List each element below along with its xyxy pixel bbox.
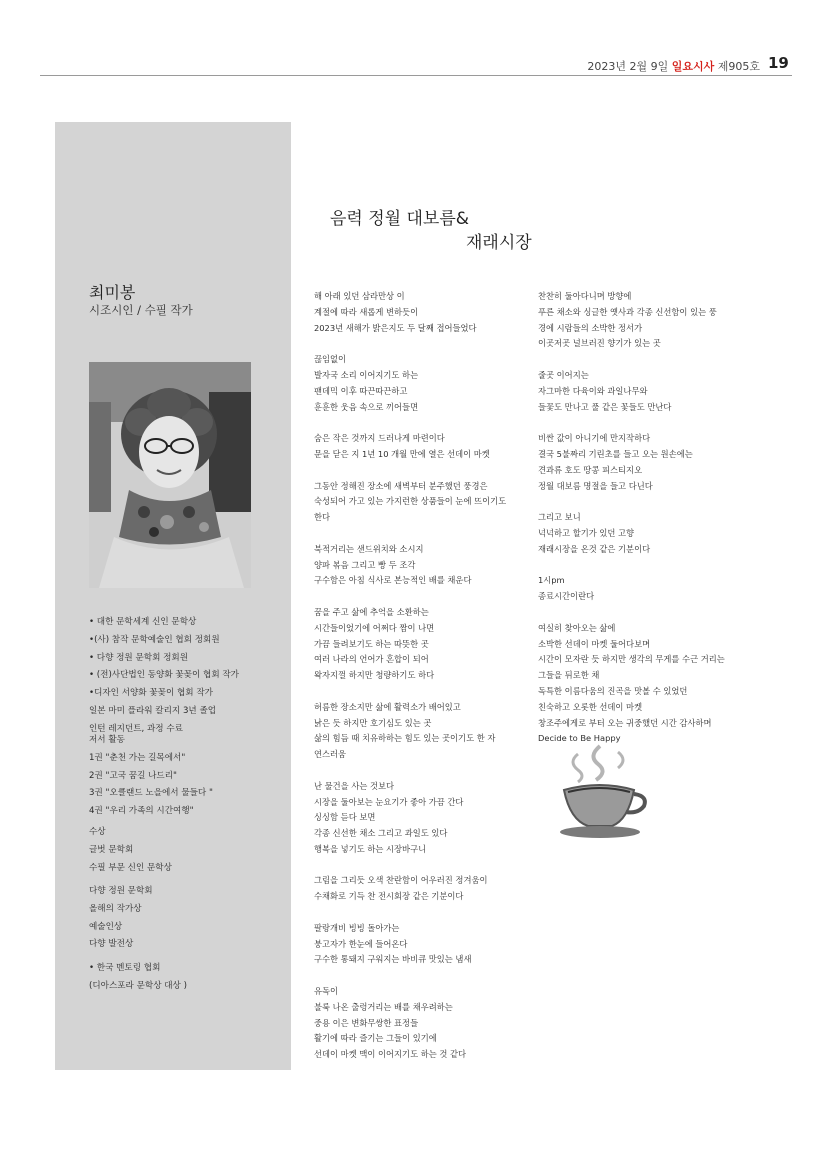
poem-line — [314, 415, 526, 431]
poem-line — [314, 858, 526, 874]
poem-line: 행복을 넣기도 하는 시장바구니 — [314, 843, 427, 854]
list-item: 저서 활동 — [89, 735, 125, 745]
list-item: 글벗 문학회 — [89, 844, 134, 855]
poem-line: 중용 이은 변화무쌍한 표정들 — [314, 1017, 419, 1028]
poem-line — [314, 763, 526, 779]
poem-line: 창조주에게로 부터 오는 귀중했던 시간 감사하며 — [538, 717, 712, 728]
poem-line: 유독이 — [314, 986, 339, 997]
poem-line: 가끔 들려보기도 하는 따뜻한 곳 — [314, 638, 429, 649]
poem-line — [538, 352, 758, 368]
poem-line: 문을 닫은 지 1년 10 개월 만에 열은 선데이 마켓 — [314, 448, 490, 459]
poem-line: 시간들이었기에 어쩌다 짬이 나면 — [314, 622, 435, 633]
poem-line: 숙성되어 가고 있는 가지런한 상품들이 눈에 뜨이기도 — [314, 496, 507, 507]
header-issue: 제905호 — [717, 60, 760, 73]
poem-line: 끊임없이 — [314, 354, 347, 365]
poem-line — [314, 526, 526, 542]
poem-line: 들꽃도 만나고 풀 같은 꽃들도 만난다 — [538, 401, 672, 412]
poem-column-right — [538, 289, 758, 747]
poem-line: 시장을 둘아보는 눈요기가 좋아 가끔 간다 — [314, 796, 464, 807]
poem-line: 한다 — [314, 512, 331, 523]
poem-line: 팔랑개비 빙빙 돌아가는 — [314, 922, 400, 933]
poem-line: 자그마한 다육이와 과일나무와 — [538, 385, 648, 396]
poem-line: 결국 5불짜리 기린초를 들고 오는 원손에는 — [538, 448, 693, 459]
poem-line: 꿈을 주고 삶에 추억을 소환하는 — [314, 606, 429, 617]
list-item: 다향 발전상 — [89, 939, 134, 950]
poem-line: 찬찬히 둘아다니며 방향에 — [538, 291, 632, 301]
poem-line: 그림을 그리듯 오색 찬란함이 어우러진 정겨움이 — [314, 875, 488, 886]
author-name: 최미봉 — [89, 283, 136, 302]
poem-line: 팬데믹 이후 따끈따끈하고 — [314, 385, 408, 396]
poem-line: 1시pm — [538, 575, 565, 586]
poem-line: 정월 대보름 명절을 들고 다닌다 — [538, 480, 653, 491]
poem-line: 허름한 장소지만 삶에 활력소가 배어있고 — [314, 701, 461, 712]
poem-line: 여러 나라의 언어가 혼합이 되어 — [314, 654, 429, 665]
poem-line: 여실히 찾아오는 삶에 — [538, 622, 616, 633]
poem-line: 견과류 호도 땅콩 피스티지오 — [538, 464, 643, 475]
header-rule — [80, 75, 792, 76]
poem-line: 그동안 정해진 장소에 새벽부터 분주했던 풍경은 — [314, 480, 488, 491]
list-item: 수상 — [89, 827, 106, 837]
list-item: 예술인상 — [89, 921, 123, 932]
header-brand: 일요시사 — [671, 60, 715, 73]
poem-line: 연스러움 — [314, 749, 347, 760]
poem-line: 구수함은 아침 식사로 본능적인 배를 채운다 — [314, 575, 472, 586]
poem-line: 비싼 값이 아니기에 만지작하다 — [538, 433, 651, 444]
poem-title-line-2: 재래시장 — [466, 233, 532, 253]
author-awards-list — [89, 614, 239, 739]
list-item: 수필 부문 신인 문학상 — [89, 862, 172, 873]
poem-line: 계절에 따라 새롭게 변하듯이 — [314, 306, 419, 317]
list-item: •디자인 서양화 꽃꽂이 협회 작가 — [89, 688, 213, 699]
poem-line: 훈훈한 웃음 속으로 끼어들면 — [314, 401, 419, 412]
poem-column-left — [314, 289, 526, 1063]
poem-line: 수채화로 기득 찬 전시회장 같은 기분이다 — [314, 891, 464, 902]
coffee-cup-icon — [548, 740, 652, 840]
poem-line: 넉넉하고 할기가 있던 고향 — [538, 527, 635, 538]
poem-line: 그들을 뒤로한 채 — [538, 670, 600, 681]
poem-line — [314, 684, 526, 700]
poem-line: 종료시간이란다 — [538, 591, 595, 602]
poem-line — [314, 968, 526, 984]
poem-line: 숨은 작은 것까지 드러나게 마련이다 — [314, 433, 445, 444]
poem-line: 발자국 소리 이어지기도 하는 — [314, 369, 419, 380]
poem-line: 이곳저곳 널브러진 향기가 있는 곳 — [538, 338, 661, 349]
poem-line: 구수한 통돼지 구워지는 바비큐 맛있는 냄새 — [314, 954, 472, 965]
poem-line: 낡은 듯 하지만 호기심도 있는 곳 — [314, 717, 432, 728]
poem-line: 시간이 모자란 듯 하지만 생각의 무게를 수근 거리는 — [538, 654, 725, 665]
poem-line: 2023년 새해가 밝은지도 두 달째 접어들었다 — [314, 322, 477, 333]
poem-line: Decide to Be Happy — [538, 733, 621, 744]
author-photo — [89, 362, 251, 588]
list-item: • 한국 멘토링 협회 — [89, 963, 161, 973]
poem-line: 붕고자가 한눈에 들어온다 — [314, 938, 408, 949]
list-item: 다향 정원 문학회 — [89, 886, 153, 896]
poem-line: 친숙하고 오롯한 선데이 마켓 — [538, 701, 643, 712]
page-number: 19 — [768, 54, 789, 72]
poem-line: 양파 볶음 그리고 빵 두 조각 — [314, 559, 416, 570]
header-date: 2023년 2월 9일 — [587, 60, 669, 73]
list-item: 올해의 작가상 — [89, 903, 142, 914]
poem-line — [538, 415, 758, 431]
list-item: 2권 "고국 꿈길 나드리" — [89, 770, 177, 781]
list-item: 인턴 레지던트, 과정 수료 — [89, 723, 183, 734]
author-prizes-list — [89, 824, 172, 877]
list-item: • (전)사단법인 동양화 꽃꽂이 협회 작가 — [89, 670, 239, 681]
list-item: • 대한 문학세계 신인 문학상 — [89, 617, 197, 627]
poem-line — [538, 605, 758, 621]
header-rule-left — [40, 75, 80, 76]
poem-line: 싱싱함 듣다 보면 — [314, 812, 376, 823]
poem-line: 경에 시람들의 소박한 정서가 — [538, 322, 643, 333]
poem-line: 난 물건을 사는 것보다 — [314, 780, 395, 791]
poem-line: 해 아래 있던 삼라만상 이 — [314, 291, 405, 301]
poem-line: 삶의 힘듬 때 치유하하는 힘도 있는 곳이기도 한 자 — [314, 733, 496, 744]
poem-line: 불룩 나온 출렁거리는 배를 채우려하는 — [314, 1001, 453, 1012]
poem-line: 재래시장을 온것 같은 기분이다 — [538, 543, 651, 554]
poem-line: 왁자지껄 하지만 청량하기도 하다 — [314, 670, 435, 681]
poem-line — [314, 463, 526, 479]
poem-line: 푸른 채소와 싱글한 옛사과 각종 신선함이 있는 풍 — [538, 306, 717, 317]
poem-line: 그리고 보니 — [538, 512, 581, 523]
list-item: 3권 "오클랜드 노을에서 물들다 " — [89, 788, 213, 799]
poem-line — [314, 589, 526, 605]
poem-line — [314, 336, 526, 352]
author-mentoring-list — [89, 960, 187, 996]
poem-line: 선데이 마켓 맥이 이어지기도 하는 것 같다 — [314, 1049, 467, 1060]
poem-line: 줄곳 이어지는 — [538, 369, 589, 380]
list-item: 일본 마미 플라워 칼리지 3년 졸업 — [89, 705, 217, 716]
poem-line: 북적거리는 샌드위치와 소시지 — [314, 543, 424, 554]
list-item: (디아스포라 문학상 대상 ) — [89, 980, 187, 991]
poem-line: 활기에 따라 즐기는 그들이 있기에 — [314, 1033, 437, 1044]
author-works-list — [89, 732, 213, 821]
list-item: 4권 "우리 가족의 시간여행" — [89, 806, 194, 817]
poem-line — [314, 905, 526, 921]
header-info — [560, 58, 760, 74]
poem-line — [538, 494, 758, 510]
list-item: •(사) 참작 문학예술인 협회 정회원 — [89, 634, 220, 645]
poem-line: 소박한 선데이 마켓 둘어다보며 — [538, 638, 651, 649]
list-item: • 다향 정원 문학회 정회원 — [89, 652, 189, 663]
list-item: 1권 "춘천 가는 길목에서" — [89, 752, 186, 763]
poem-line: 각종 신선한 채소 그리고 과일도 있다 — [314, 828, 448, 839]
poem-title-line-1: 음력 정월 대보름& — [330, 209, 470, 229]
poem-line — [538, 558, 758, 574]
poem-line: 독특한 이름다움의 진곡을 맛볼 수 있었던 — [538, 685, 688, 696]
author-honors-list — [89, 883, 153, 954]
author-role: 시조시인 / 수필 작가 — [89, 303, 193, 317]
